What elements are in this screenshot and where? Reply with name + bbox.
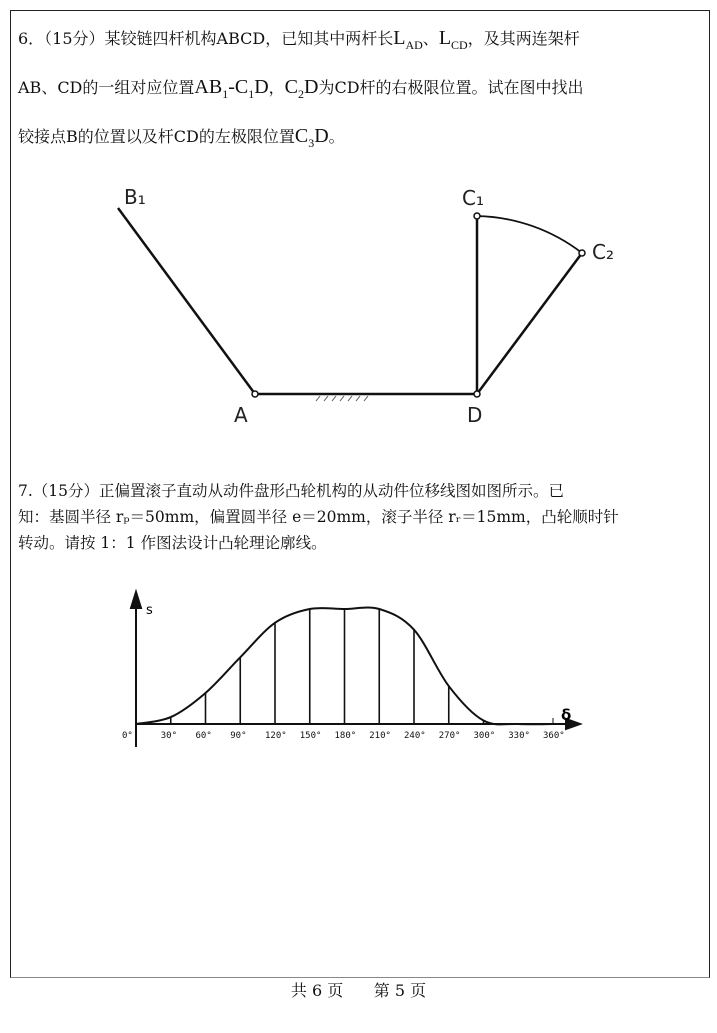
page-number: 共 6 页 第 5 页 bbox=[290, 981, 427, 1000]
text: C bbox=[294, 125, 309, 147]
tick-label: 120° bbox=[265, 731, 287, 741]
text: 为CD杆的右极限位置。试在图中找出 bbox=[318, 78, 584, 97]
q7-line2: 知：基圆半径 rₚ＝50mm，偏置圆半径 e＝20mm，滚子半径 rᵣ＝15mm，凸轮顺时针 bbox=[18, 508, 619, 526]
tick-label: 240° bbox=[404, 731, 426, 741]
text: L bbox=[393, 27, 406, 49]
tick-label: 210° bbox=[369, 731, 391, 741]
text: 1 bbox=[248, 87, 255, 101]
text: AB bbox=[194, 76, 223, 98]
text: C bbox=[284, 76, 298, 98]
tick-label: 0° bbox=[122, 731, 133, 741]
tick-label: 330° bbox=[508, 731, 530, 741]
label-c1: C₁ bbox=[462, 186, 484, 210]
text: 。 bbox=[328, 127, 345, 146]
tick-label: 360° bbox=[543, 731, 565, 741]
text: AB、CD的一组对应位置 bbox=[18, 78, 195, 97]
tick-label: 90° bbox=[230, 731, 247, 741]
q7-line3: 转动。请按 1：1 作图法设计凸轮理论廓线。 bbox=[18, 534, 327, 552]
y-axis-arrow bbox=[131, 592, 141, 608]
label-d: D bbox=[467, 403, 483, 427]
page-footer bbox=[0, 978, 717, 1001]
q7-line1: 7.（15分）正偏置滚子直动从动件盘形凸轮机构的从动件位移线图如图所示。已 bbox=[18, 482, 565, 500]
tick-label: 60° bbox=[195, 731, 212, 741]
tick-label: 30° bbox=[160, 731, 178, 741]
tick-label: 300° bbox=[473, 731, 496, 741]
text: AD bbox=[405, 38, 423, 52]
tick-label: 270° bbox=[438, 731, 461, 741]
label-b1: B₁ bbox=[124, 185, 146, 209]
text: -C bbox=[228, 76, 249, 98]
tick-label: 180° bbox=[334, 731, 357, 741]
tick-label: 150° bbox=[299, 731, 322, 741]
x-label: δ bbox=[561, 706, 572, 724]
text: L bbox=[438, 27, 452, 49]
text: 3 bbox=[308, 136, 315, 150]
text: D bbox=[304, 76, 319, 98]
text: D bbox=[254, 76, 269, 98]
text: ， bbox=[268, 78, 285, 97]
text: 、 bbox=[422, 29, 439, 48]
y-label: s bbox=[146, 603, 153, 618]
label-a: A bbox=[234, 403, 248, 427]
text: 2 bbox=[298, 87, 304, 101]
text: 铰接点B的位置以及杆CD的左极限位置 bbox=[18, 127, 295, 146]
text: CD bbox=[451, 38, 468, 52]
text: 1 bbox=[222, 87, 229, 101]
text: ，及其两连架杆 bbox=[467, 29, 580, 48]
text: D bbox=[314, 125, 329, 147]
text: 6．（15分）某铰链四杆机构ABCD，已知其中两杆长 bbox=[18, 29, 394, 48]
label-c2: C₂ bbox=[592, 240, 614, 264]
